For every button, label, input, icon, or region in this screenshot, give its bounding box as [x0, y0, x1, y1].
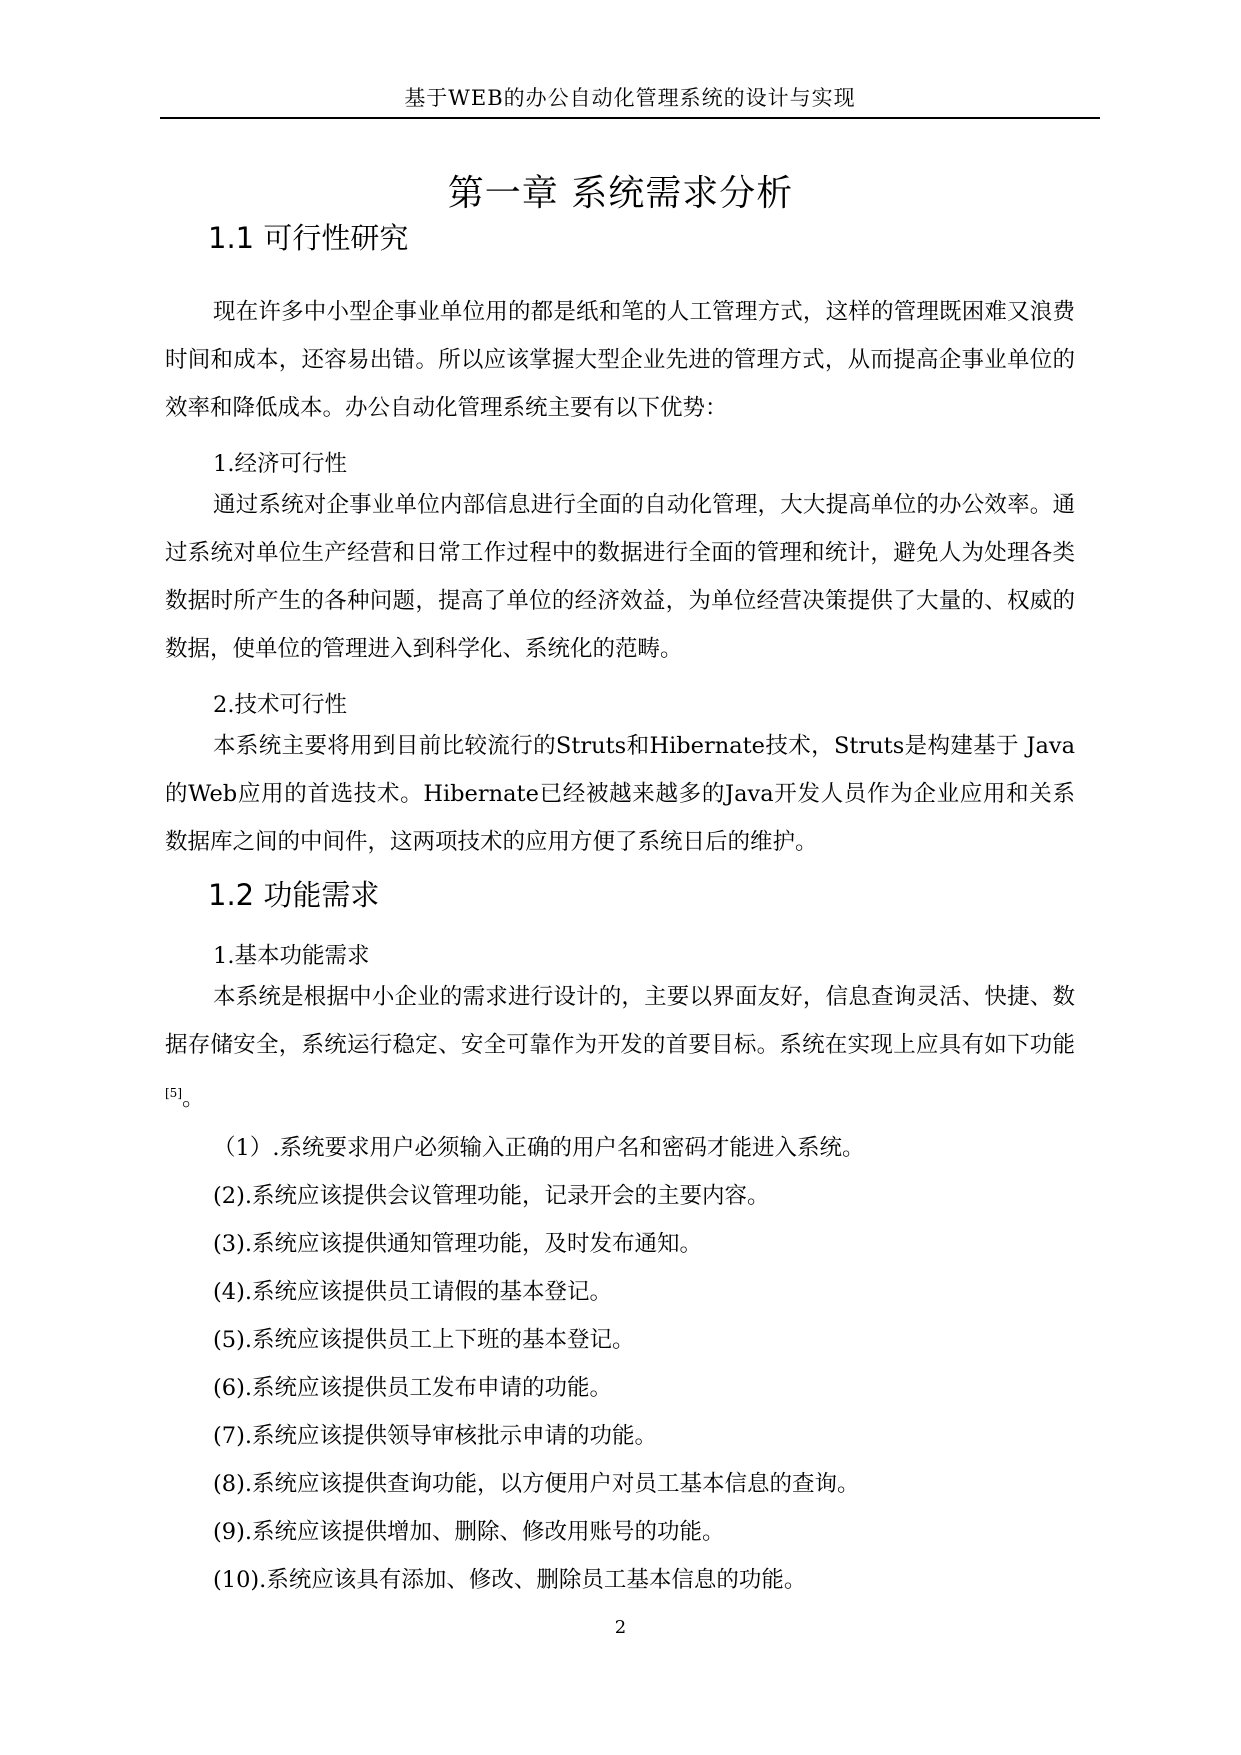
economic-feasibility-paragraph: 通过系统对企事业单位内部信息进行全面的自动化管理，大大提高单位的办公效率。通过系统对单位生产经营和日常工作过程中的数据进行全面的管理和统计，避免人为处理各类数据时所产生的各种问题，提高了单位的经济效益，为单位经营决策提供了大量的、权威的数据，使单位的管理进入到科学化、系统化的范畴。 [165, 492, 1075, 662]
requirement-item: (4).系统应该提供员工请假的基本登记。 [213, 1279, 613, 1305]
technical-feasibility-heading: 2.技术可行性 [213, 692, 347, 718]
requirement-item: (5).系统应该提供员工上下班的基本登记。 [213, 1327, 635, 1353]
section-title-1-2: 1.2 功能需求 [208, 878, 380, 912]
requirement-item: (2).系统应该提供会议管理功能，记录开会的主要内容。 [213, 1183, 770, 1209]
running-header: 基于WEB的办公自动化管理系统的设计与实现 [404, 86, 856, 110]
requirement-item: (10).系统应该具有添加、修改、删除员工基本信息的功能。 [213, 1567, 807, 1593]
requirement-item: (7).系统应该提供领导审核批示申请的功能。 [213, 1423, 658, 1449]
requirement-item: (6).系统应该提供员工发布申请的功能。 [213, 1375, 613, 1401]
chapter-title: 第一章 系统需求分析 [447, 173, 794, 214]
citation: [5] [165, 1086, 182, 1100]
basic-function-paragraph [165, 973, 1075, 1123]
requirement-item: (3).系统应该提供通知管理功能，及时发布通知。 [213, 1231, 703, 1257]
requirement-item: (8).系统应该提供查询功能，以方便用户对员工基本信息的查询。 [213, 1471, 860, 1497]
page-number: 2 [614, 1617, 627, 1638]
header-divider [160, 117, 1100, 119]
intro-paragraph: 现在许多中小型企事业单位用的都是纸和笔的人工管理方式，这样的管理既困难又浪费时间和成本，还容易出错。所以应该掌握大型企业先进的管理方式，从而提高企事业单位的效率和降低成本。办公自动化管理系统主要有以下优势： [165, 299, 1075, 421]
technical-feasibility-paragraph: 本系统主要将用到目前比较流行的Struts和Hibernate技术，Struts是构建基于 Java的Web应用的首选技术。Hibernate已经被越来越多的Java开发人员作为企业应用和关系数据库之间的中间件，这两项技术的应用方便了系统日后的维护。 [165, 733, 1075, 855]
basic-function-text-end: 。 [182, 1085, 205, 1112]
section-title-1-1: 1.1 可行性研究 [208, 221, 409, 255]
economic-feasibility-heading: 1.经济可行性 [213, 451, 347, 477]
basic-function-heading: 1.基本功能需求 [213, 943, 370, 969]
requirement-item: （1）.系统要求用户必须输入正确的用户名和密码才能进入系统。 [213, 1135, 865, 1161]
basic-function-text: 本系统是根据中小企业的需求进行设计的，主要以界面友好，信息查询灵活、快捷、数据存储安全，系统运行稳定、安全可靠作为开发的首要目标。系统在实现上应具有如下功能 [165, 984, 1075, 1058]
requirement-item: (9).系统应该提供增加、删除、修改用账号的功能。 [213, 1519, 725, 1545]
